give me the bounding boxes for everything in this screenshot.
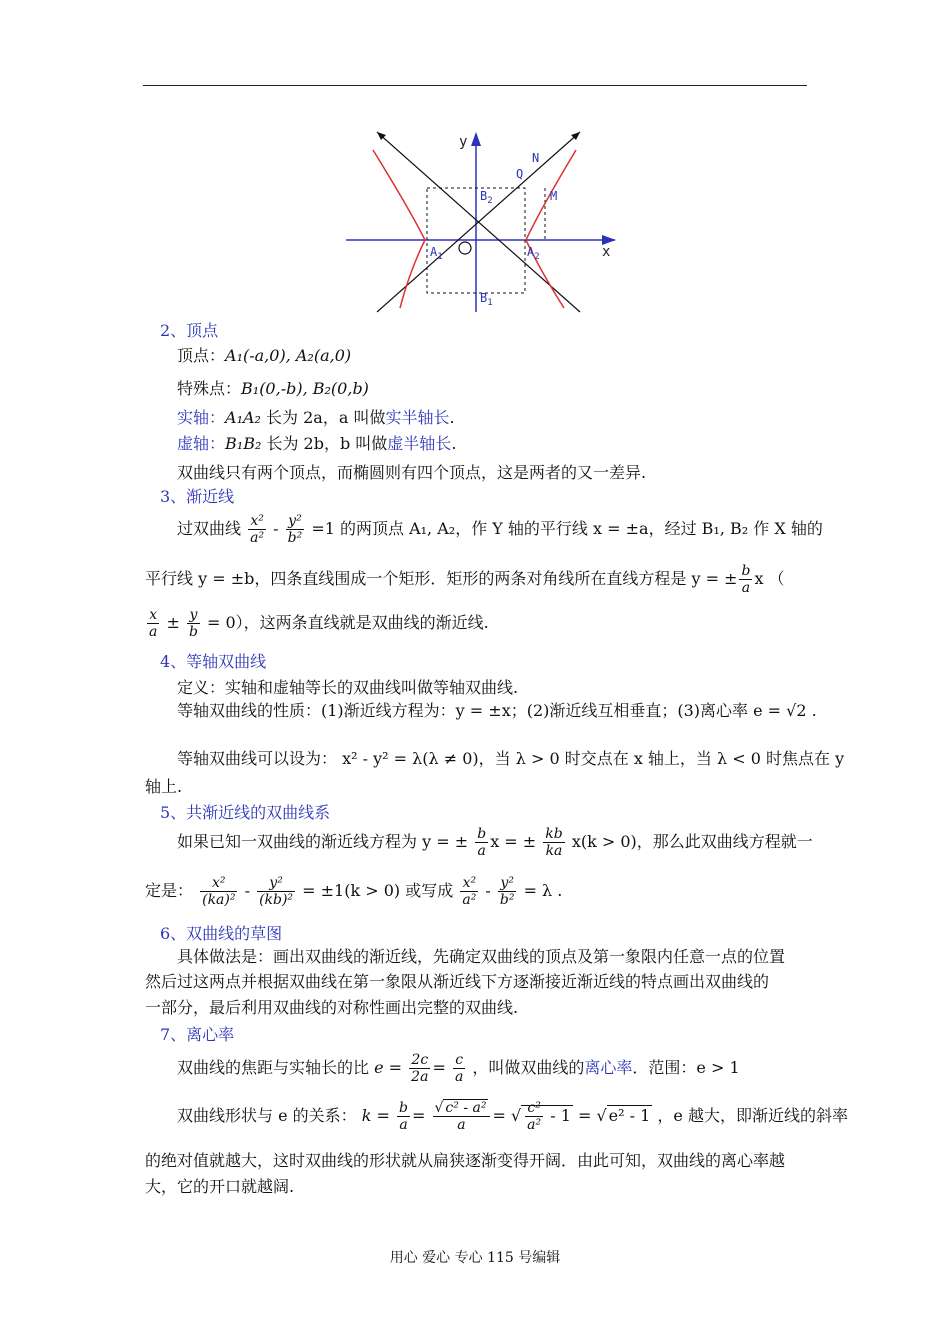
label-A2: $A_2$ (527, 245, 540, 262)
eccentricity-para-3: 的绝对值就越大，这时双曲线的形状就从扁狭逐渐变得开阔．由此可知，双曲线的离心率越 (145, 1151, 786, 1170)
header-rule (143, 85, 807, 86)
section-5-heading: 5、共渐近线的双曲线系 (160, 803, 331, 822)
asymptote-para-1: 过双曲线 $\frac{\text{x²}}{\text{a²}}$ - $\frac{\text{y²}}{\text{b²}}$ =1 的两顶点 A₁, A₂，作 Y 轴的平行线 x = ±a，经过 B₁, B₂ 作 X 轴的 (177, 513, 823, 546)
label-M: M (550, 189, 558, 203)
imag-axis-line: 虚轴：B₁B₂ 长为 2b，b 叫做虚半轴长. (177, 434, 457, 453)
label-N: N (532, 151, 540, 165)
real-axis-line: 实轴：A₁A₂ 长为 2a，a 叫做实半轴长. (177, 408, 455, 427)
label-y: y (459, 134, 468, 150)
eccentricity-para-4: 大，它的开口就越阔. (145, 1177, 295, 1196)
family-para-2: 定是： $\frac{\text{x²}}{\text{(ka)²}}$ - $\frac{\text{y²}}{\text{(kb)²}}$ = ±1(k > 0) 或写成 $\frac{\text{x²}}{\text{a²}}$ - $\frac{\text{y²}}{\text{b²}}$ = λ . (145, 875, 563, 908)
equiaxial-def: 定义：实轴和虚轴等长的双曲线叫做等轴双曲线. (177, 678, 519, 697)
eccentricity-para-2: 双曲线形状与 e 的关系： k = $\frac{b}{a}$ = $\frac{\text{√ c² - a²}}{a}$ = √ $\frac{\text{c²}}{\text{a²}}$ - 1 = √ e² - 1 ，e 越大，即渐近线的斜率 (177, 1100, 848, 1133)
equiaxial-set-2: 轴上. (145, 777, 183, 796)
hyperbola-left-branch (373, 150, 425, 308)
asymptote-para-2: 平行线 y = ±b，四条直线围成一个矩形．矩形的两条对角线所在直线方程是 y = ± $\frac{b}{a}$ x （ (145, 563, 785, 596)
eccentricity-para-1: 双曲线的焦距与实轴长的比 e = $\frac{2c}{2a}$ = $\frac{c}{a}$ ，叫做双曲线的离心率．范围：e > 1 (177, 1052, 740, 1085)
label-Q: Q (516, 167, 524, 181)
section-4-heading: 4、等轴双曲线 (160, 652, 267, 671)
section-7-heading: 7、离心率 (160, 1025, 235, 1044)
vertex-note: 双曲线只有两个顶点，而椭圆则有四个顶点，这是两者的又一差异. (177, 463, 647, 482)
equiaxial-set-1: 等轴双曲线可以设为： x² - y² = λ(λ ≠ 0)，当 λ > 0 时交点在 x 轴上，当 λ < 0 时焦点在 y (177, 749, 845, 768)
label-B2: $B_2$ (480, 189, 493, 206)
sketch-line-1: 具体做法是：画出双曲线的渐近线，先确定双曲线的顶点及第一象限内任意一点的位置 (177, 947, 786, 966)
origin-circle (459, 242, 471, 254)
section-6-heading: 6、双曲线的草图 (160, 924, 283, 943)
label-x: x (602, 244, 611, 260)
label-B1: $B_1$ (480, 291, 493, 308)
section-3-heading: 3、渐近线 (160, 487, 235, 506)
sketch-line-3: 一部分，最后利用双曲线的对称性画出完整的双曲线. (145, 998, 519, 1017)
sketch-line-2: 然后过这两点并根据双曲线在第一象限从渐近线下方逐渐接近渐近线的特点画出双曲线的 (145, 972, 770, 991)
hyperbola-figure (340, 122, 630, 318)
section-2-heading: 2、顶点 (160, 321, 219, 340)
vertex-line: 顶点：A₁(-a,0), A₂(a,0) (177, 346, 352, 365)
label-A1: $A_1$ (430, 245, 443, 262)
special-point-line: 特殊点：B₁(0,-b), B₂(0,b) (177, 379, 369, 398)
y-axis-arrow-icon (471, 132, 481, 146)
page-footer: 用心 爱心 专心 115 号编辑 (389, 1250, 561, 1266)
equiaxial-props: 等轴双曲线的性质：(1)渐近线方程为：y = ±x；(2)渐近线互相垂直；(3)离心率 e = √2 . (177, 701, 817, 720)
family-para-1: 如果已知一双曲线的渐近线方程为 y = ± $\frac{b}{a}$ x = ± $\frac{kb}{ka}$ x(k > 0)，那么此双曲线方程就一 (177, 826, 813, 859)
asymptote-para-3: $\frac{x}{a}$ ± $\frac{y}{b}$ = 0），这两条直线就是双曲线的渐近线. (149, 607, 489, 640)
